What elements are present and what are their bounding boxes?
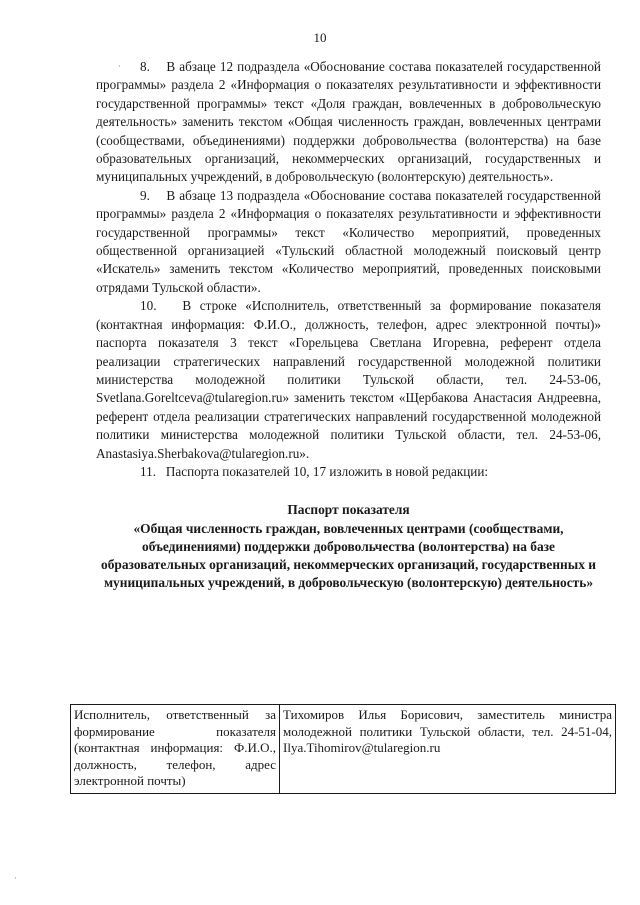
table-cell-value: Тихомиров Илья Борисович, заместитель министра молодежной политики Тульской области, тел. 24-51-04, Ilya.Tihomirov@tularegion.ru — [280, 705, 616, 794]
passport-heading-indicator-name: «Общая численность граждан, вовлеченных центрами (сообществами, объединениями) поддержки добровольчества (волонтерства) на базе образовательных организаций, некоммерческих организаций, государственных и муниципальных учреждений, в добровольческую (волонтерскую) деятельность» — [101, 520, 596, 591]
passport-heading-title: Паспорт показателя — [287, 502, 410, 518]
scan-speck: · — [14, 874, 17, 884]
passport-table — [70, 704, 616, 794]
table-row — [71, 705, 616, 794]
paragraph-9: 9. В абзаце 13 подраздела «Обоснование состава показателей государственной программы» раздела 2 «Информация о показателях результативности и эффективности государственной программы» текст «Количество мероприятий, проведенных общественной организацией «Тульский областной молодежный поисковый центр «Искатель» заменить текстом «Количество мероприятий, проведенных поисковыми отрядами Тульской области». — [96, 187, 601, 295]
paragraph-11: 11. Паспорта показателей 10, 17 изложить в новой редакции: — [140, 463, 489, 479]
table-cell-label: Исполнитель, ответственный за формирование показателя (контактная информация: Ф.И.О., должность, телефон, адрес электронной почты) — [71, 705, 280, 794]
passport-heading — [96, 501, 601, 592]
page-number: 10 — [313, 30, 327, 45]
paragraph-10: 10. В строке «Исполнитель, ответственный за формирование показателя (контактная информация: Ф.И.О., должность, телефон, адрес электронной почты)» паспорта показателя 3 текст «Горельцева Светлана Игоревна, референт отдела реализации стратегических направлений государственной молодежной политики министерства молодежной политики Тульской области, тел. 24-53-06, Svetlana.Goreltceva@tularegion.ru» заменить текстом «Щербакова Анастасия Андреевна, референт отдела реализации стратегических направлений государственной молодежной политики министерства молодежной политики Тульской области, тел. 24-53-06, Anastasiya.Sherbakova@tularegion.ru». — [96, 298, 601, 461]
scan-speck: · — [118, 62, 121, 72]
document-body — [96, 58, 601, 592]
paragraph-8: 8. В абзаце 12 подраздела «Обоснование состава показателей государственной программы» раздела 2 «Информация о показателях результативности и эффективности государственной программы» текст «Доля граждан, вовлеченных в добровольческую деятельность» заменить текстом «Общая численность граждан, вовлеченных центрами (сообществами, объединениями) поддержки добровольчества (волонтерства) на базе образовательных организаций, некоммерческих организаций, государственных и муниципальных учреждений, в добровольческую (волонтерскую) деятельность». — [96, 59, 601, 185]
